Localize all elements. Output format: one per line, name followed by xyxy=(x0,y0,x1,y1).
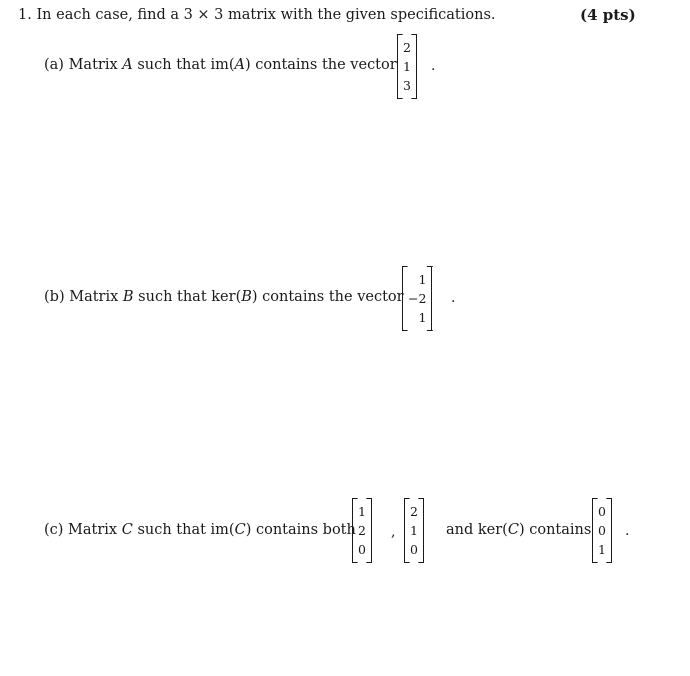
part-c-period: . xyxy=(625,523,630,539)
part-a-period: . xyxy=(431,58,436,74)
points-label: (4 pts) xyxy=(580,6,636,24)
problem-intro: In each case, find a 3 × 3 matrix with the given specifications. xyxy=(36,7,496,23)
part-b-text: (b) Matrix B such that ker(B) contains the vector xyxy=(44,289,404,305)
part-c-vector-1: 1 2 0 xyxy=(352,498,372,563)
part-a-vector: 2 1 3 xyxy=(397,34,417,99)
part-c-vector-3: 0 0 1 xyxy=(592,498,612,563)
problem-statement xyxy=(18,6,496,24)
part-b-vector: 1 −2 1 xyxy=(402,266,432,331)
part-c-kernel-text: and ker(C) contains xyxy=(446,522,592,538)
part-c-text: (c) Matrix C such that im(C) contains both xyxy=(44,522,356,538)
part-b-period: . xyxy=(451,290,456,306)
part-a-text: (a) Matrix A such that im(A) contains the vector xyxy=(44,57,397,73)
part-c-comma: , xyxy=(391,524,396,540)
part-c-vector-2: 2 1 0 xyxy=(404,498,424,563)
problem-number: 1. xyxy=(18,7,32,23)
